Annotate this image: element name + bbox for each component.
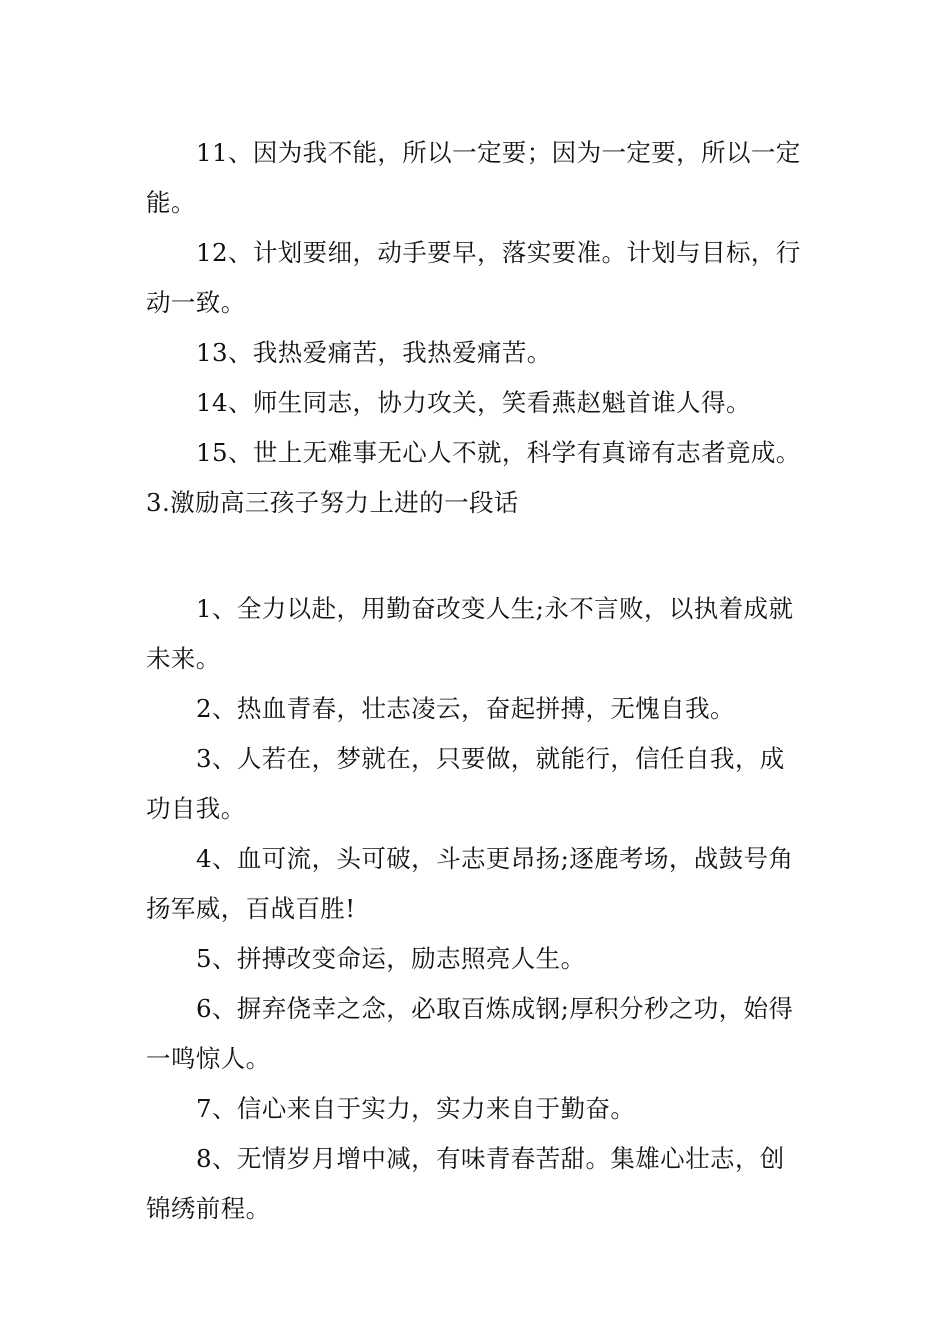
- list-item: 2、热血青春，壮志凌云，奋起拼搏，无愧自我。: [196, 694, 735, 723]
- list-item: 11、因为我不能，所以一定要；因为一定要，所以一定能。: [146, 138, 801, 217]
- list-item: 12、计划要细，动手要早，落实要准。计划与目标，行动一致。: [146, 238, 801, 317]
- section-heading: 3.激励高三孩子努力上进的一段话: [146, 488, 519, 517]
- list-item: 13、我热爱痛苦，我热爱痛苦。: [196, 338, 552, 367]
- list-item: 1、全力以赴，用勤奋改变人生;永不言败，以执着成就未来。: [146, 594, 794, 673]
- list-item: 15、世上无难事无心人不就，科学有真谛有志者竟成。: [196, 438, 801, 467]
- list-item: 6、摒弃侥幸之念，必取百炼成钢;厚积分秒之功，始得一鸣惊人。: [146, 994, 794, 1073]
- list-item: 7、信心来自于实力，实力来自于勤奋。: [196, 1094, 636, 1123]
- document-content: [146, 128, 808, 1234]
- list-item: 8、无情岁月增中减，有味青春苦甜。集雄心壮志，创锦绣前程。: [146, 1144, 785, 1223]
- list-item: 4、血可流，头可破，斗志更昂扬;逐鹿考场，战鼓号角扬军威，百战百胜!: [146, 844, 794, 923]
- list-item: 14、师生同志，协力攻关，笑看燕赵魁首谁人得。: [196, 388, 751, 417]
- spacer: [146, 528, 808, 584]
- list-item: 3、人若在，梦就在，只要做，就能行，信任自我，成功自我。: [146, 744, 785, 823]
- list-item: 5、拼搏改变命运，励志照亮人生。: [196, 944, 586, 973]
